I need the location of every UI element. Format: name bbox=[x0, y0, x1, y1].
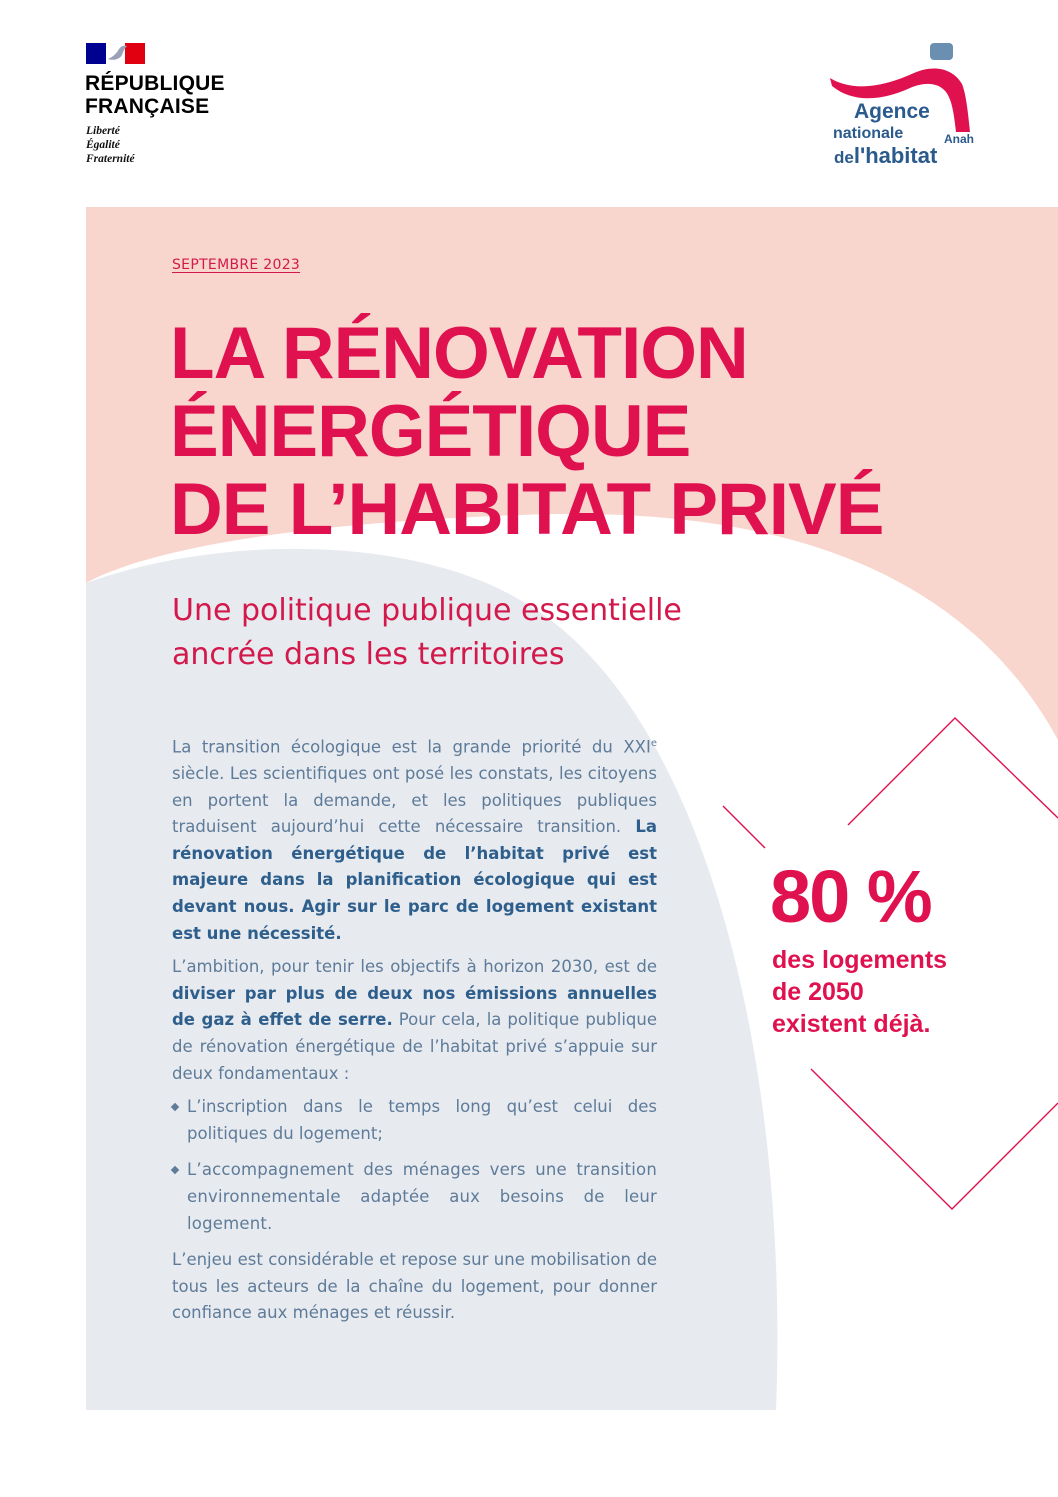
list-item bbox=[172, 1157, 657, 1237]
list-item bbox=[172, 1094, 657, 1147]
p1-text-b: siècle. Les scientifiques ont posé les constats, les citoyens en portent la demande, et les politiques publiques traduisent aujourd’hui cette nécessaire transition. bbox=[172, 764, 657, 837]
publication-date: SEPTEMBRE 2023 bbox=[172, 257, 301, 273]
p1-bold: La rénovation énergétique de l’habitat privé est majeure dans la planification écologique qui est devant nous. Agir sur le parc de logement existant est une nécessité. bbox=[172, 817, 657, 943]
subtitle-line-2: ancrée dans les territoires bbox=[172, 637, 565, 672]
marianne-flag-logo bbox=[86, 43, 145, 64]
paragraph-3: L’enjeu est considérable et repose sur une mobilisation de tous les acteurs de la chaîne du logement, pour donner confiance aux ménages et réussir. bbox=[172, 1250, 657, 1323]
intro-text bbox=[172, 731, 657, 1334]
anah-line3 bbox=[834, 143, 937, 169]
motto-fraternite: Fraternité bbox=[86, 153, 135, 165]
bullet-text: L’accompagnement des ménages vers une transition environnementale adaptée aux besoins de leur logement. bbox=[187, 1160, 657, 1233]
anah-logo bbox=[828, 40, 978, 170]
republic-motto bbox=[86, 124, 135, 166]
motto-egalite: Égalité bbox=[86, 139, 120, 151]
title-line-1: LA RÉNOVATION bbox=[170, 313, 748, 394]
gov-name-line2: FRANÇAISE bbox=[85, 95, 210, 118]
p1-text-a: La transition écologique est la grande priorité du XXI bbox=[172, 737, 651, 757]
stat-label-line-3: existent déjà. bbox=[772, 1010, 931, 1038]
paragraph-2 bbox=[172, 954, 657, 1087]
gov-name-line1: RÉPUBLIQUE bbox=[85, 72, 225, 95]
page-title bbox=[170, 315, 970, 549]
stat-label-line-1: des logements bbox=[772, 946, 948, 974]
p2-bold: diviser par plus de deux nos émissions annuelles de gaz à effet de serre. bbox=[172, 983, 657, 1030]
title-line-2: ÉNERGÉTIQUE bbox=[170, 391, 691, 472]
republique-francaise-name bbox=[85, 72, 225, 118]
subtitle-line-1: Une politique publique essentielle bbox=[172, 593, 682, 628]
anah-short: Anah bbox=[944, 132, 974, 146]
p1-superscript: e bbox=[650, 738, 657, 749]
diamond-bullet-icon bbox=[171, 1166, 179, 1174]
title-line-3: DE L’HABITAT PRIVÉ bbox=[170, 469, 884, 550]
anah-line1: Agence bbox=[854, 100, 930, 123]
stat-label bbox=[772, 944, 1002, 1040]
page-subtitle bbox=[172, 589, 872, 677]
anah-line2: nationale bbox=[833, 125, 904, 142]
motto-liberte: Liberté bbox=[86, 125, 120, 137]
diamond-bullet-icon bbox=[171, 1103, 179, 1111]
p2-text-a: L’ambition, pour tenir les objectifs à horizon 2030, est de bbox=[172, 957, 657, 977]
anah-line3-main: l'habitat bbox=[853, 143, 938, 168]
stat-label-line-2: de 2050 bbox=[772, 978, 864, 1006]
anah-line3-prefix: de bbox=[834, 148, 854, 167]
bullet-list bbox=[172, 1094, 657, 1237]
bullet-text: L’inscription dans le temps long qu’est celui des politiques du logement; bbox=[187, 1097, 657, 1143]
p2-text-b: Pour cela, la politique publique de rénovation énergétique de l’habitat privé s’appuie sur deux fondamentaux : bbox=[172, 1010, 657, 1083]
stat-value: 80 % bbox=[770, 855, 931, 938]
paragraph-1 bbox=[172, 731, 657, 947]
